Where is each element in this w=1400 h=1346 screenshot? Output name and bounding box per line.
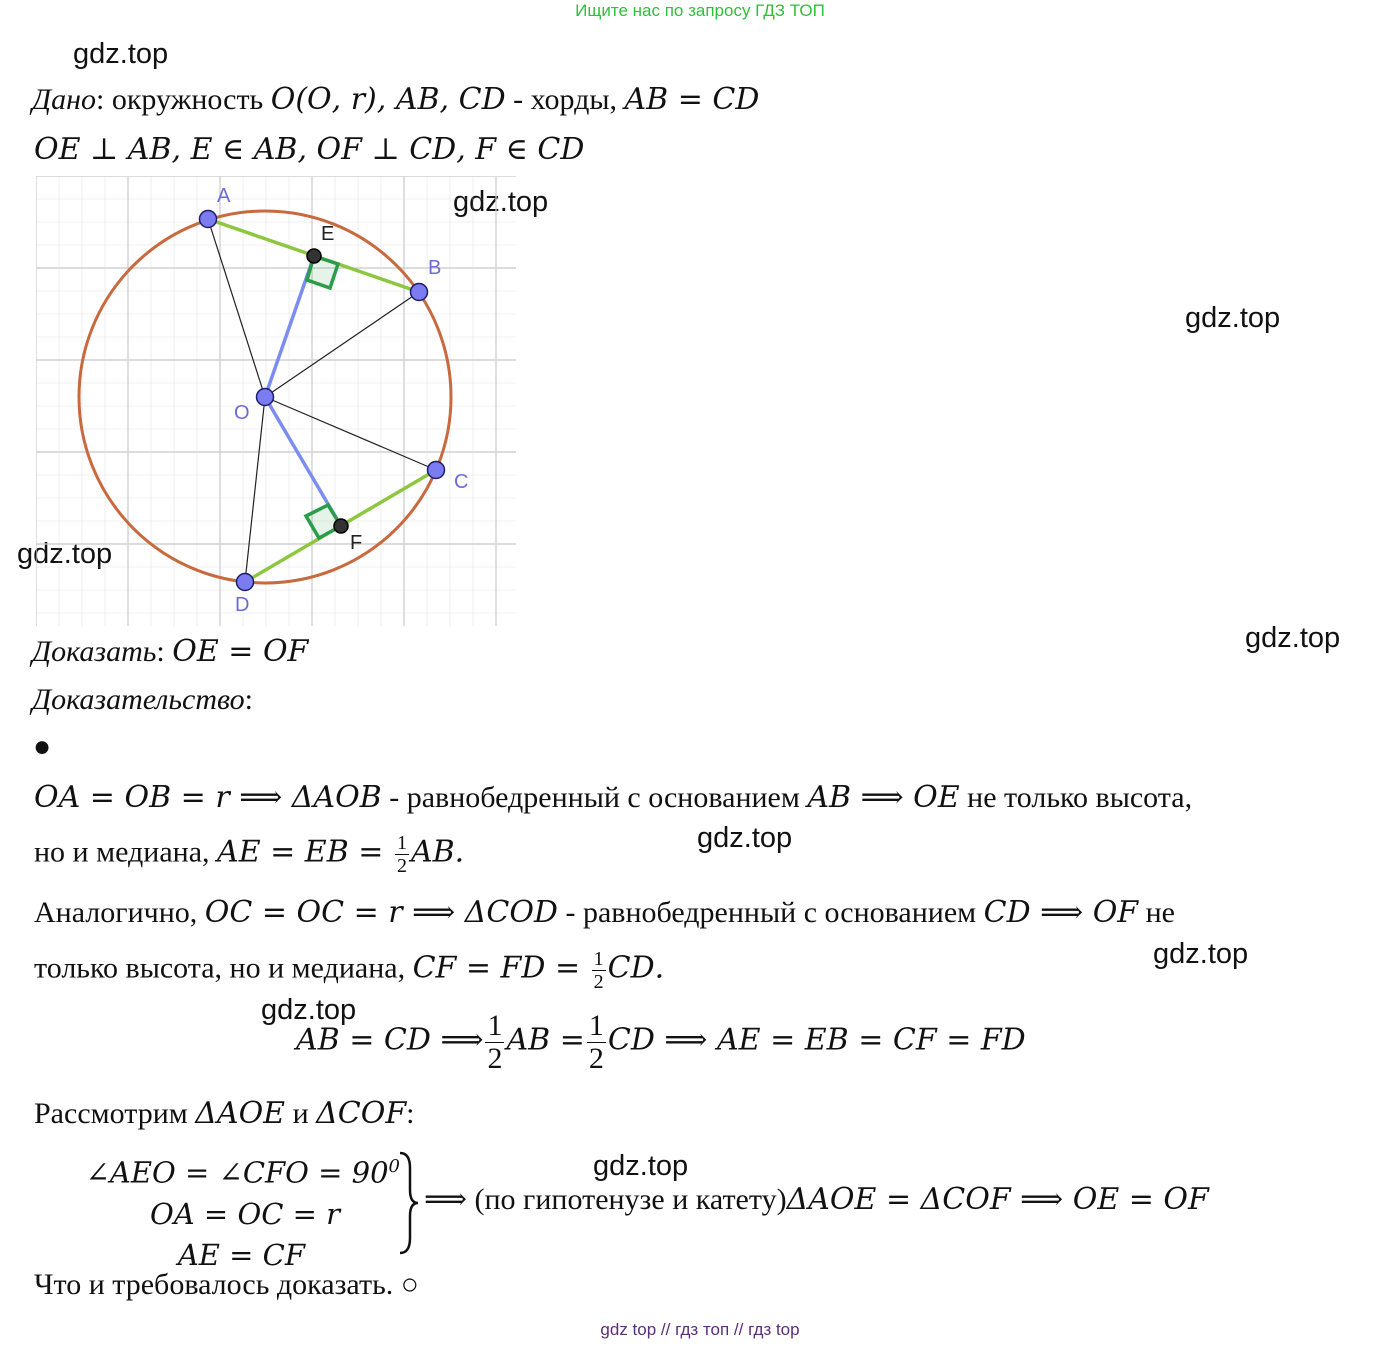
bullet: ●	[33, 730, 52, 763]
label-o: O	[234, 402, 250, 424]
p3-formula	[296, 1010, 1026, 1075]
p1-text-2: не только высота,	[959, 781, 1193, 814]
p3-expr: 𝐴𝐵 = 𝐶𝐷 ⟹	[296, 1022, 484, 1058]
p1-line-1	[34, 780, 1192, 815]
p2-expr-2: 𝐶𝐷 ⟹ 𝑂𝐹	[983, 895, 1139, 930]
p2-line-1	[34, 895, 1175, 930]
watermark: gdz.top	[73, 38, 169, 70]
given-equality: 𝐴𝐵 = 𝐶𝐷	[624, 82, 760, 117]
given-chords: - хорды,	[505, 83, 625, 116]
p2-expr-3: 𝐶𝐹 = 𝐹𝐷 =	[412, 950, 590, 986]
point-d	[237, 574, 254, 591]
point-c	[428, 462, 445, 479]
fraction-half	[395, 832, 409, 877]
fraction-half	[587, 1010, 606, 1075]
watermark: gdz.top	[453, 186, 549, 218]
point-e	[307, 249, 321, 263]
p2-text: Аналогично,	[34, 896, 205, 929]
radius-ob	[265, 292, 419, 397]
proof-colon: :	[244, 683, 253, 716]
fraction-numerator: 1	[487, 1009, 503, 1042]
watermark: gdz.top	[1153, 938, 1249, 970]
system-conclusion	[424, 1182, 1209, 1217]
system-line-1	[60, 1146, 400, 1194]
watermark: gdz.top	[593, 1150, 689, 1182]
prove-label: Доказать	[32, 635, 157, 668]
label-c: C	[454, 471, 469, 493]
p1-expr: 𝑂𝐴 = 𝑂𝐵 = 𝑟 ⟹ Δ𝐴𝑂𝐵	[34, 780, 382, 815]
p2-expr: 𝑂𝐶 = 𝑂𝐶 = 𝑟 ⟹ Δ𝐶𝑂𝐷	[204, 895, 558, 930]
fraction-half	[592, 948, 606, 993]
qed-line: Что и требовалось доказать. ○	[34, 1268, 419, 1301]
label-f: F	[350, 532, 363, 554]
given-line-1	[32, 82, 759, 117]
p4-line	[34, 1096, 415, 1131]
fraction-denominator: 2	[588, 1042, 604, 1075]
right-brace	[396, 1150, 420, 1256]
watermark: gdz.top	[1185, 302, 1281, 334]
label-a: A	[217, 185, 231, 207]
given-line-2: 𝑂𝐸 ⊥ 𝐴𝐵, 𝐸 ∈ 𝐴𝐵, 𝑂𝐹 ⊥ 𝐶𝐷, 𝐹 ∈ 𝐶𝐷	[34, 132, 585, 167]
radius-od	[245, 397, 265, 582]
footer-links[interactable]: gdz top // гдз топ // гдз top	[600, 1320, 800, 1339]
watermark: gdz.top	[261, 994, 357, 1026]
proof-label: Доказательство	[32, 683, 245, 716]
system-angles: ∠𝐴𝐸𝑂 = ∠𝐶𝐹𝑂 = 90	[85, 1155, 389, 1190]
degree-mark: 0	[388, 1156, 400, 1177]
point-b	[411, 284, 428, 301]
watermark: gdz.top	[17, 538, 113, 570]
reason-text: (по гипотенузе и катету)	[467, 1183, 787, 1216]
fraction-numerator: 1	[396, 832, 407, 854]
p1-text-3: но и медиана,	[34, 835, 218, 869]
point-o	[257, 389, 274, 406]
given-text: : окружность	[95, 83, 271, 116]
p2-text-4: только высота, но и медиана,	[34, 951, 413, 985]
p4-triangle-2: Δ𝐶𝑂𝐹	[316, 1096, 407, 1131]
fraction-denominator: 2	[593, 971, 604, 993]
fraction-half	[485, 1010, 504, 1075]
p3-expr-3: 𝐶𝐷 ⟹ 𝐴𝐸 = 𝐸𝐵 = 𝐶𝐹 = 𝐹𝐷	[607, 1022, 1026, 1058]
point-f	[334, 519, 348, 533]
system-line-3: 𝐴𝐸 = 𝐶𝐹	[177, 1237, 305, 1272]
proof-heading	[32, 683, 253, 717]
p2-expr-4: 𝐶𝐷.	[607, 950, 665, 986]
label-e: E	[321, 223, 335, 245]
fraction-denominator: 2	[487, 1042, 503, 1075]
label-d: D	[235, 594, 250, 616]
given-label: Дано	[32, 83, 96, 116]
radius-oa	[208, 219, 265, 397]
point-a	[200, 211, 217, 228]
p4-triangle-1: Δ𝐴𝑂𝐸	[195, 1096, 286, 1131]
implies-arrow: ⟹	[424, 1182, 468, 1217]
given-circle: 𝑂(𝑂, 𝑟), 𝐴𝐵, 𝐶𝐷	[270, 82, 506, 117]
p2-text-2: - равнобедренный с основанием	[557, 896, 984, 929]
condition-system	[60, 1146, 400, 1276]
p2-text-3: не	[1138, 896, 1175, 929]
prove-expr: 𝑂𝐸 = 𝑂𝐹	[172, 634, 309, 669]
p1-expr-4: 𝐴𝐵.	[410, 834, 465, 870]
search-banner[interactable]: Ищите нас по запросу ГДЗ ТОП	[575, 1, 825, 20]
watermark: gdz.top	[1245, 622, 1341, 654]
p3-expr-2: 𝐴𝐵 =	[506, 1022, 585, 1058]
p1-line-2	[34, 832, 464, 877]
p2-line-2	[34, 948, 664, 993]
system-line-2: 𝑂𝐴 = 𝑂𝐶 = 𝑟	[149, 1196, 340, 1231]
p1-expr-2: 𝐴𝐵 ⟹ 𝑂𝐸	[807, 780, 960, 815]
radius-oc	[265, 397, 436, 470]
conclusion-expr: Δ𝐴𝑂𝐸 = Δ𝐶𝑂𝐹 ⟹ 𝑂𝐸 = 𝑂𝐹	[786, 1182, 1209, 1217]
fraction-numerator: 1	[593, 948, 604, 970]
p4-text-2: и	[285, 1097, 317, 1130]
p4-colon: :	[406, 1097, 415, 1130]
prove-line	[32, 634, 308, 669]
watermark: gdz.top	[697, 822, 793, 854]
fraction-denominator: 2	[396, 855, 407, 877]
p1-expr-3: 𝐴𝐸 = 𝐸𝐵 =	[217, 834, 393, 870]
prove-sep: :	[156, 635, 173, 668]
p1-text: - равнобедренный с основанием	[381, 781, 808, 814]
label-b: B	[428, 257, 442, 279]
fraction-numerator: 1	[588, 1009, 604, 1042]
geometry-figure	[36, 176, 516, 626]
p4-text: Рассмотрим	[34, 1097, 196, 1130]
